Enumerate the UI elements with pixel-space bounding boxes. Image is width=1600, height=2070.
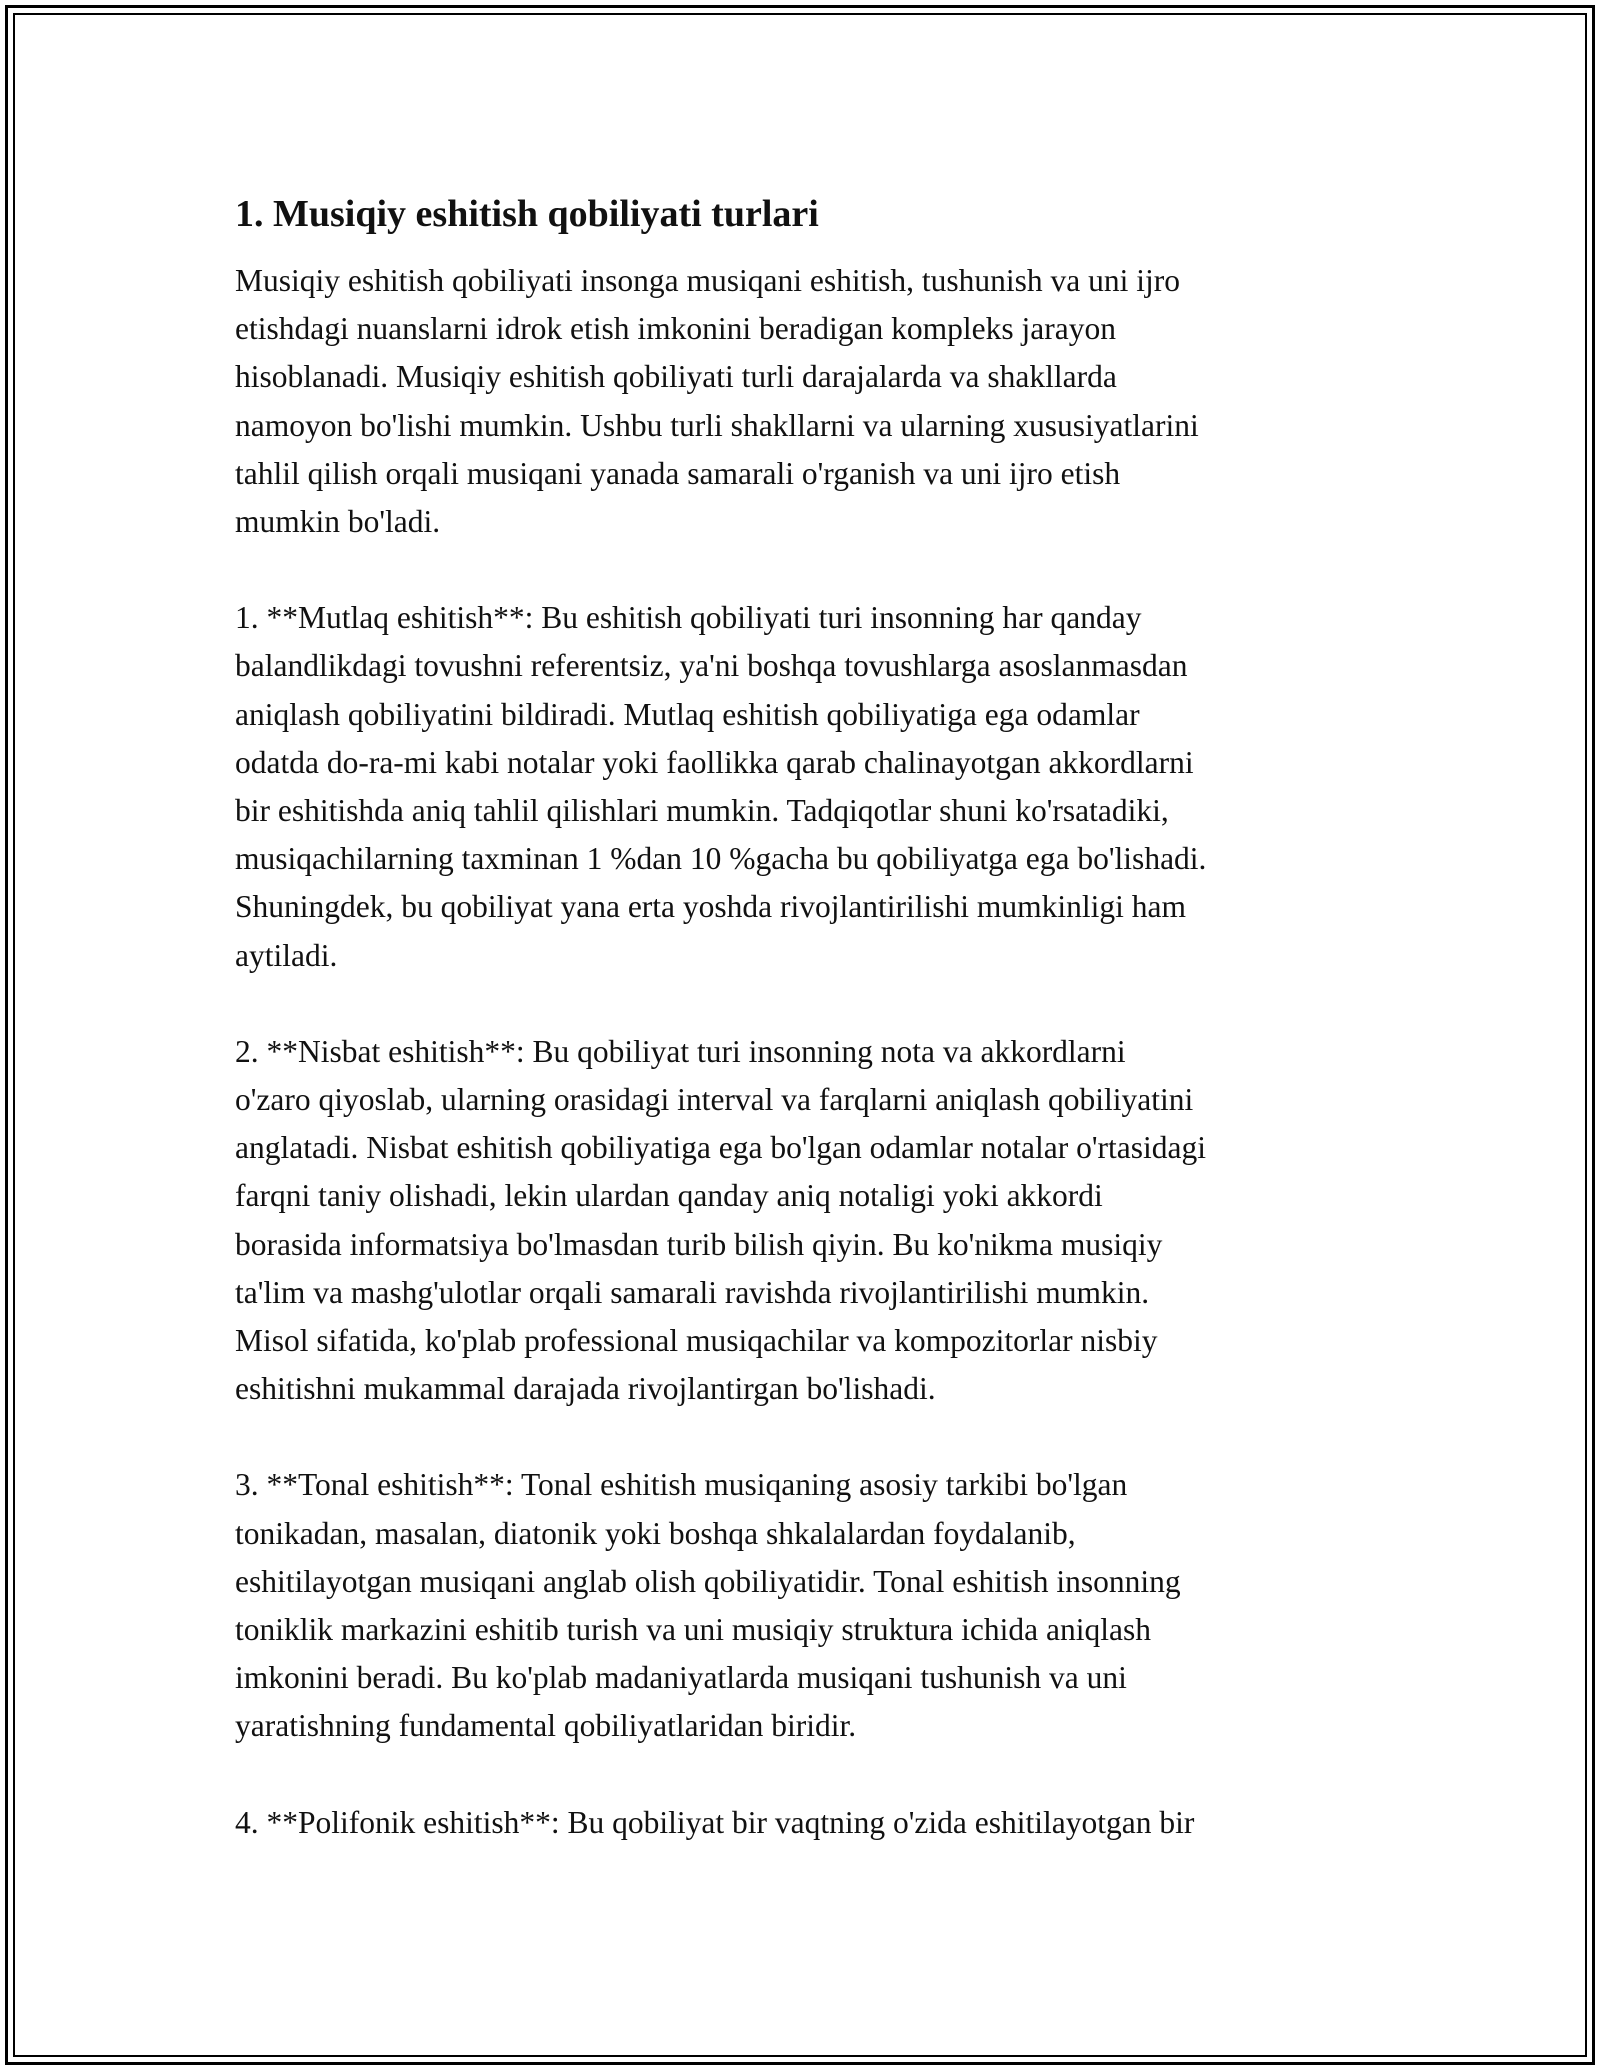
- text-line: Shuningdek, bu qobiliyat yana erta yoshda rivojlantirilishi mumkinligi ham: [235, 889, 1186, 925]
- text-line: aniqlash qobiliyatini bildiradi. Mutlaq eshitish qobiliyatiga ega odamlar: [235, 696, 1140, 732]
- text-line: anglatadi. Nisbat eshitish qobiliyatiga ega bo'lgan odamlar notalar o'rtasidagi: [235, 1130, 1206, 1166]
- text-line: hisoblanadi. Musiqiy eshitish qobiliyati turli darajalarda va shakllarda: [235, 359, 1117, 395]
- text-line: borasida informatsiya bo'lmasdan turib bilish qiyin. Bu ko'nikma musiqiy: [235, 1226, 1163, 1262]
- text-line: bir eshitishda aniq tahlil qilishlari mumkin. Tadqiqotlar shuni ko'rsatadiki,: [235, 793, 1169, 829]
- text-line: etishdagi nuanslarni idrok etish imkonini beradigan kompleks jarayon: [235, 311, 1116, 347]
- document-body: [235, 190, 1385, 1895]
- text-line: namoyon bo'lishi mumkin. Ushbu turli shakllarni va ularning xususiyatlarini: [235, 407, 1199, 443]
- text-line: toniklik markazini eshitib turish va uni musiqiy struktura ichida aniqlash: [235, 1612, 1151, 1648]
- section-heading: 1. Musiqiy eshitish qobiliyati turlari: [235, 193, 819, 235]
- text-line: musiqachilarning taxminan 1 %dan 10 %gacha bu qobiliyatga ega bo'lishadi.: [235, 841, 1207, 877]
- text-line: tonikadan, masalan, diatonik yoki boshqa shkalalardan foydalanib,: [235, 1515, 1076, 1551]
- text-line: tahlil qilish orqali musiqani yanada samarali o'rganish va uni ijro etish: [235, 455, 1121, 491]
- text-line: 3. **Tonal eshitish**: Tonal eshitish musiqaning asosiy tarkibi bo'lgan: [235, 1467, 1128, 1503]
- text-line: ta'lim va mashg'ulotlar orqali samarali ravishda rivojlantirilishi mumkin.: [235, 1274, 1150, 1310]
- text-line: 4. **Polifonik eshitish**: Bu qobiliyat bir vaqtning o'zida eshitilayotgan bir: [235, 1804, 1195, 1840]
- text-line: farqni taniy olishadi, lekin ulardan qanday aniq notaligi yoki akkordi: [235, 1178, 1103, 1214]
- text-line: eshitishni mukammal darajada rivojlantirgan bo'lishadi.: [235, 1371, 936, 1407]
- text-line: imkonini beradi. Bu ko'plab madaniyatlarda musiqani tushunish va uni: [235, 1660, 1127, 1696]
- text-line: eshitilayotgan musiqani anglab olish qobiliyatidir. Tonal eshitish insonning: [235, 1563, 1181, 1599]
- text-line: o'zaro qiyoslab, ularning orasidagi interval va farqlarni aniqlash qobiliyatini: [235, 1082, 1194, 1118]
- text-line: aytiladi.: [235, 937, 338, 973]
- text-line: balandlikdagi tovushni referentsiz, ya'ni boshqa tovushlarga asoslanmasdan: [235, 648, 1188, 684]
- text-line: Misol sifatida, ko'plab professional musiqachilar va kompozitorlar nisbiy: [235, 1323, 1158, 1359]
- text-line: 2. **Nisbat eshitish**: Bu qobiliyat turi insonning nota va akkordlarni: [235, 1033, 1126, 1069]
- paragraph-intro: [235, 257, 1385, 546]
- paragraph-absolute-hearing: [235, 594, 1385, 980]
- paragraph-polyphonic-hearing: [235, 1799, 1385, 1847]
- paragraph-relative-hearing: [235, 1028, 1385, 1414]
- text-line: Musiqiy eshitish qobiliyati insonga musiqani eshitish, tushunish va uni ijro: [235, 263, 1180, 298]
- paragraph-tonal-hearing: [235, 1461, 1385, 1750]
- text-line: yaratishning fundamental qobiliyatlaridan biridir.: [235, 1708, 857, 1744]
- text-line: mumkin bo'ladi.: [235, 504, 441, 540]
- text-line: odatda do-ra-mi kabi notalar yoki faollikka qarab chalinayotgan akkordlarni: [235, 744, 1194, 780]
- text-line: 1. **Mutlaq eshitish**: Bu eshitish qobiliyati turi insonning har qanday: [235, 600, 1142, 636]
